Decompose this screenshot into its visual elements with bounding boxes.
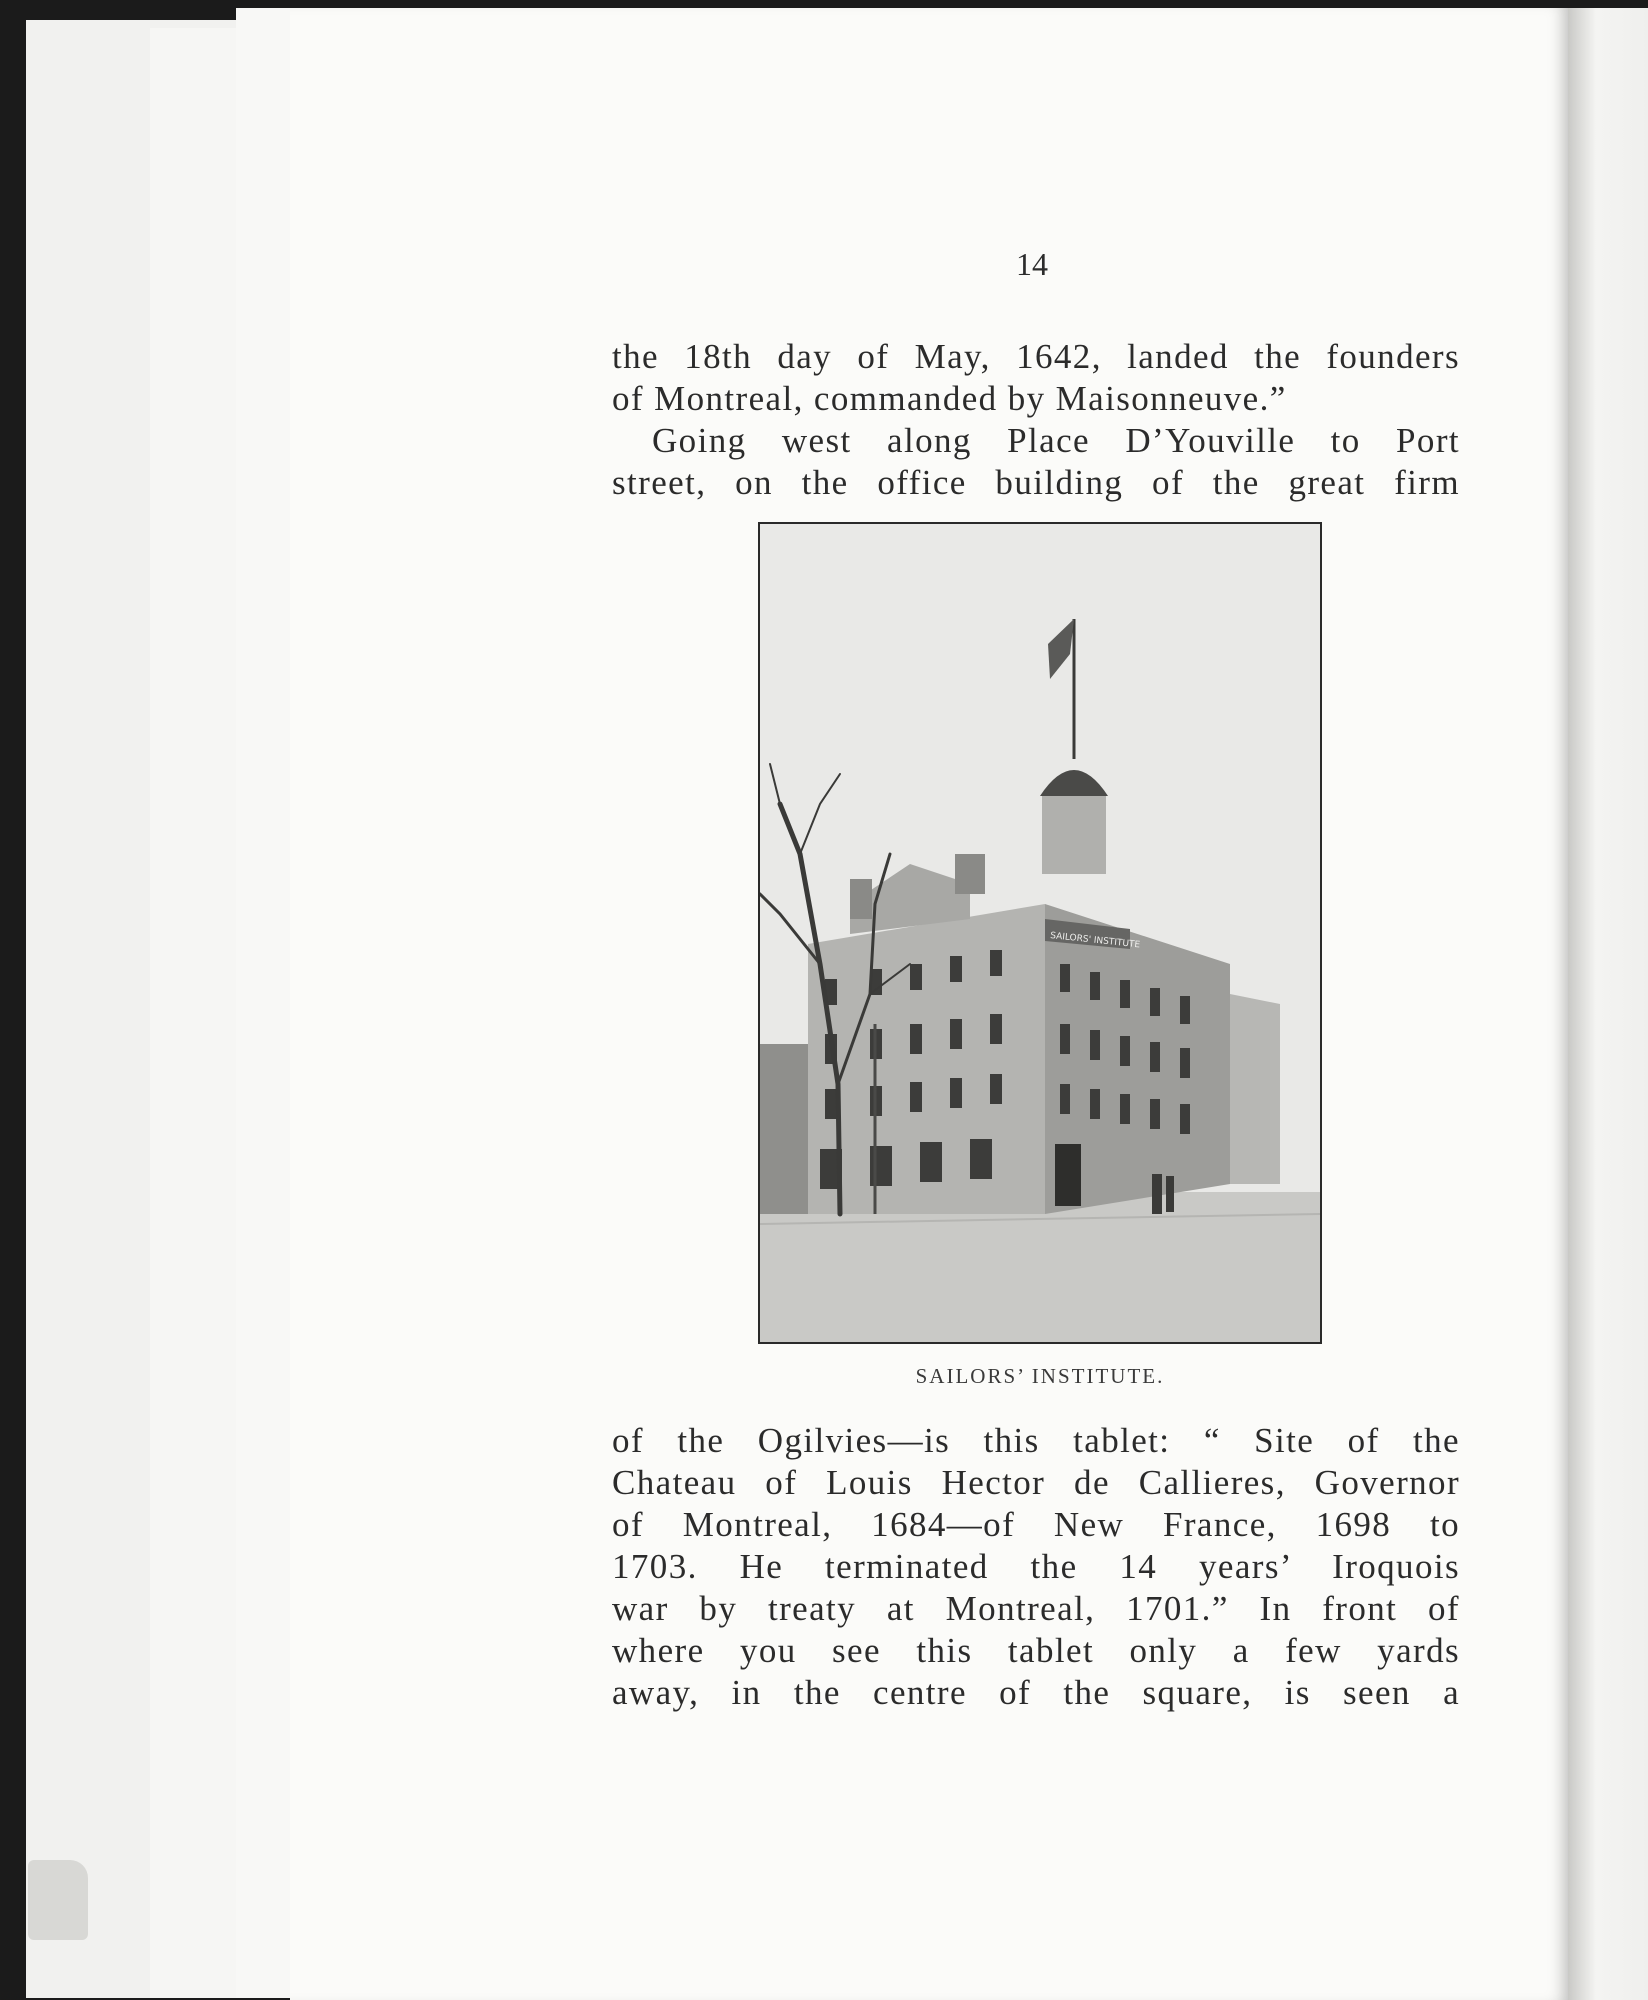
folded-corner	[28, 1860, 88, 1940]
building-illustration	[760, 524, 1320, 1342]
text-line: war by treaty at Montreal, 1701.” In front of	[612, 1589, 1460, 1628]
text-line: away, in the centre of the square, is seen a	[612, 1673, 1460, 1712]
text-line: Chateau of Louis Hector de Callieres, Governor	[612, 1463, 1460, 1502]
text-line: street, on the office building of the great firm	[612, 463, 1460, 502]
text-line: 1703. He terminated the 14 years’ Iroquois	[612, 1547, 1460, 1586]
text-line: of the Ogilvies—is this tablet: “ Site of the	[612, 1421, 1460, 1460]
text-line: the 18th day of May, 1642, landed the founders	[612, 337, 1460, 376]
page-gutter-edge	[1568, 8, 1648, 2000]
sailors-institute-photograph	[758, 522, 1322, 1344]
figure-caption: SAILORS’ INSTITUTE.	[915, 1364, 1165, 1388]
paragraph-top	[612, 336, 1460, 504]
text-line: Going west along Place D’Youville to Port	[652, 421, 1460, 460]
text-line: of Montreal, 1684—of New France, 1698 to	[612, 1505, 1460, 1544]
paragraph-bottom	[612, 1420, 1460, 1714]
building-sign-text: SAILORS' INSTITUTE	[1049, 931, 1141, 951]
page-number: 14	[1016, 246, 1048, 282]
text-line: where you see this tablet only a few yards	[612, 1631, 1460, 1670]
text-line: of Montreal, commanded by Maisonneuve.”	[612, 379, 1287, 418]
